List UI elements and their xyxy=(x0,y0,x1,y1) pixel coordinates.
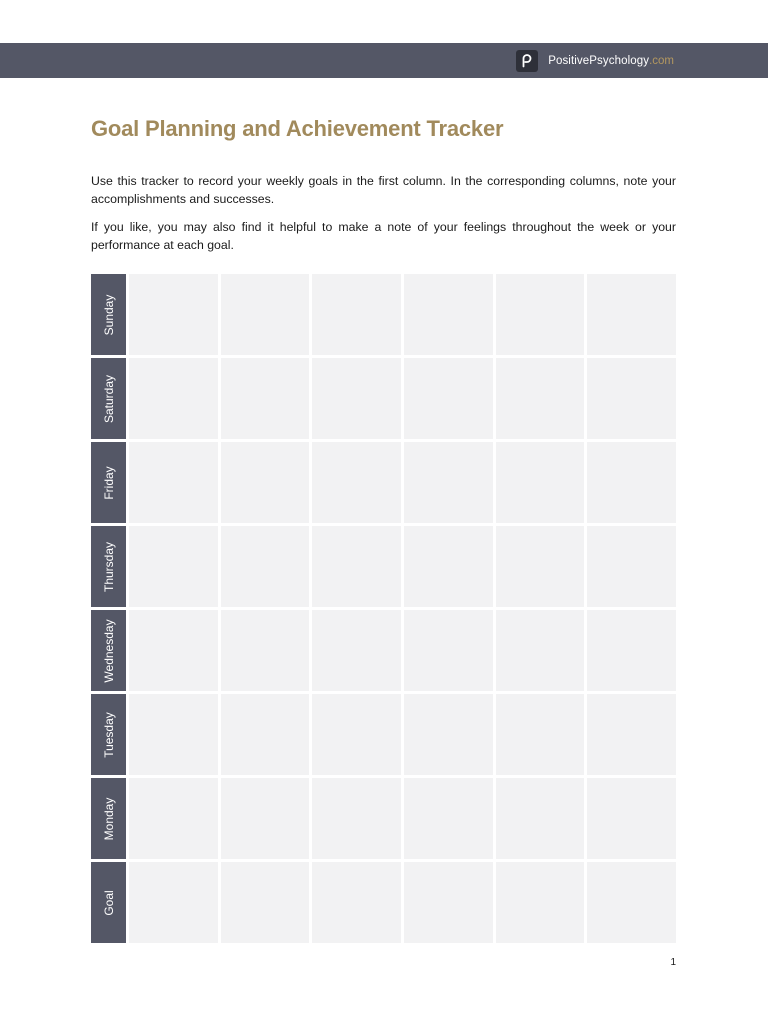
tracker-cell-friday-4[interactable] xyxy=(404,442,493,523)
tracker-cell-monday-6[interactable] xyxy=(587,778,676,859)
tracker-cell-sunday-3[interactable] xyxy=(312,274,401,355)
tracker-cell-monday-2[interactable] xyxy=(221,778,310,859)
tracker-cell-sunday-2[interactable] xyxy=(221,274,310,355)
tracker-cell-tuesday-1[interactable] xyxy=(129,694,218,775)
tracker-cell-thursday-6[interactable] xyxy=(587,526,676,607)
tracker-cell-thursday-1[interactable] xyxy=(129,526,218,607)
tracker-cell-saturday-5[interactable] xyxy=(496,358,585,439)
tracker-cell-goal-3[interactable] xyxy=(312,862,401,943)
intro-paragraph-1: Use this tracker to record your weekly goals in the first column. In the corresponding columns, note your accomplishments and successes. xyxy=(91,174,676,206)
tracker-cell-thursday-5[interactable] xyxy=(496,526,585,607)
tracker-cell-friday-5[interactable] xyxy=(496,442,585,523)
tracker-cell-sunday-4[interactable] xyxy=(404,274,493,355)
tracker-cell-tuesday-5[interactable] xyxy=(496,694,585,775)
brand-suffix: .com xyxy=(649,55,674,67)
row-label-text: Goal xyxy=(101,889,116,916)
tracker-cell-goal-1[interactable] xyxy=(129,862,218,943)
tracker-cell-wednesday-6[interactable] xyxy=(587,610,676,691)
tracker-cell-tuesday-6[interactable] xyxy=(587,694,676,775)
row-label-monday xyxy=(91,778,126,859)
row-label-wednesday xyxy=(91,610,126,691)
tracker-cell-tuesday-3[interactable] xyxy=(312,694,401,775)
row-label-text: Tuesday xyxy=(101,711,116,758)
tracker-cell-wednesday-2[interactable] xyxy=(221,610,310,691)
tracker-cell-saturday-2[interactable] xyxy=(221,358,310,439)
row-label-goal xyxy=(91,862,126,943)
page-title: Goal Planning and Achievement Tracker xyxy=(91,116,504,141)
row-label-text: Wednesday xyxy=(101,618,116,683)
tracker-cell-goal-4[interactable] xyxy=(404,862,493,943)
header-bar xyxy=(0,43,768,78)
tracker-cell-wednesday-3[interactable] xyxy=(312,610,401,691)
row-label-tuesday xyxy=(91,694,126,775)
tracker-cell-wednesday-4[interactable] xyxy=(404,610,493,691)
tracker-cell-goal-2[interactable] xyxy=(221,862,310,943)
tracker-cell-monday-5[interactable] xyxy=(496,778,585,859)
tracker-cell-tuesday-4[interactable] xyxy=(404,694,493,775)
tracker-cell-thursday-2[interactable] xyxy=(221,526,310,607)
tracker-cell-sunday-6[interactable] xyxy=(587,274,676,355)
row-label-text: Friday xyxy=(101,465,116,500)
row-label-saturday xyxy=(91,358,126,439)
tracker-cell-goal-6[interactable] xyxy=(587,862,676,943)
row-label-text: Thursday xyxy=(101,541,116,592)
row-label-text: Sunday xyxy=(101,294,116,335)
page-number: 1 xyxy=(670,957,676,968)
brand-name: PositivePsychology xyxy=(548,55,650,67)
tracker-cell-sunday-1[interactable] xyxy=(129,274,218,355)
positive-psychology-logo-icon xyxy=(516,50,538,72)
row-label-friday xyxy=(91,442,126,523)
tracker-cell-saturday-3[interactable] xyxy=(312,358,401,439)
row-label-thursday xyxy=(91,526,126,607)
intro-paragraph-2: If you like, you may also find it helpful to make a note of your feelings throughout the week or your performance at each goal. xyxy=(91,220,676,252)
tracker-cell-saturday-6[interactable] xyxy=(587,358,676,439)
tracker-cell-monday-3[interactable] xyxy=(312,778,401,859)
row-label-sunday xyxy=(91,274,126,355)
tracker-cell-wednesday-5[interactable] xyxy=(496,610,585,691)
tracker-cell-friday-1[interactable] xyxy=(129,442,218,523)
brand[interactable] xyxy=(516,50,674,72)
tracker-cell-saturday-4[interactable] xyxy=(404,358,493,439)
row-label-text: Saturday xyxy=(101,374,116,423)
tracker-cell-saturday-1[interactable] xyxy=(129,358,218,439)
row-label-text: Monday xyxy=(101,797,116,840)
tracker-cell-friday-6[interactable] xyxy=(587,442,676,523)
tracker-cell-monday-1[interactable] xyxy=(129,778,218,859)
tracker-cell-thursday-4[interactable] xyxy=(404,526,493,607)
tracker-cell-friday-2[interactable] xyxy=(221,442,310,523)
tracker-cell-goal-5[interactable] xyxy=(496,862,585,943)
tracker-cell-thursday-3[interactable] xyxy=(312,526,401,607)
tracker-cell-tuesday-2[interactable] xyxy=(221,694,310,775)
tracker-cell-sunday-5[interactable] xyxy=(496,274,585,355)
tracker-table xyxy=(91,274,676,943)
tracker-cell-wednesday-1[interactable] xyxy=(129,610,218,691)
tracker-cell-monday-4[interactable] xyxy=(404,778,493,859)
tracker-cell-friday-3[interactable] xyxy=(312,442,401,523)
